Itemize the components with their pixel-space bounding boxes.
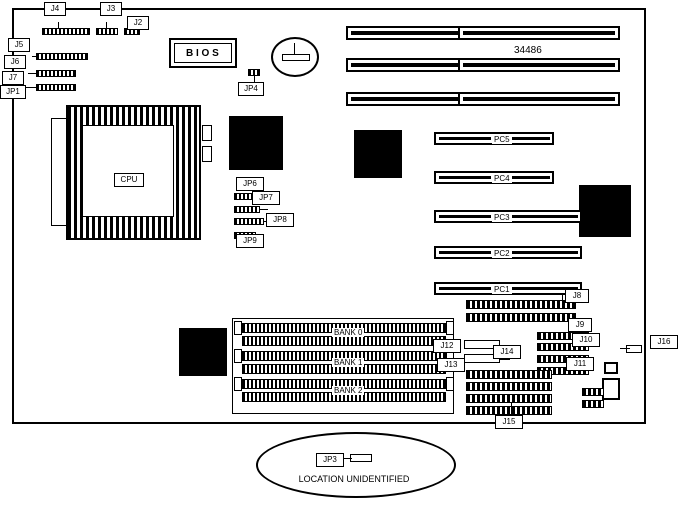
- simm-slot-0b: [242, 336, 446, 346]
- pin-header-jp1: [36, 84, 76, 91]
- simm-tab: [446, 377, 454, 391]
- pin-header-j8-row2: [466, 313, 576, 322]
- memory-slot-top-4: [458, 58, 620, 72]
- legend-caption: LOCATION UNIDENTIFIED: [298, 474, 410, 484]
- callout-jp1[interactable]: JP1: [0, 85, 26, 99]
- callout-j6[interactable]: J6: [4, 55, 26, 69]
- chipset-ic-2: [354, 130, 402, 178]
- callout-j3[interactable]: J3: [100, 2, 122, 16]
- battery-terminal: [282, 54, 310, 61]
- pin-header-right-1: [582, 388, 604, 396]
- leader-line: [28, 73, 38, 74]
- callout-j11[interactable]: J11: [566, 357, 594, 371]
- callout-j5[interactable]: J5: [8, 38, 30, 52]
- simm-tab: [234, 377, 242, 391]
- leader-line: [24, 87, 38, 88]
- callout-jp4[interactable]: JP4: [238, 82, 264, 96]
- callout-jp7[interactable]: JP7: [252, 191, 280, 205]
- battery-lead: [294, 43, 295, 55]
- cpu-label: CPU: [114, 173, 144, 187]
- cpu-side-pad-1: [202, 125, 212, 141]
- expansion-slot-label-pc2: PC2: [494, 249, 510, 258]
- chipset-ic-1: [229, 116, 283, 170]
- expansion-slot-label-pc5: PC5: [494, 135, 510, 144]
- leader-line: [260, 209, 268, 210]
- simm-tab: [234, 321, 242, 335]
- simm-tab: [446, 321, 454, 335]
- legend-ellipse: [256, 432, 456, 498]
- motherboard-outline: [12, 8, 646, 424]
- memory-slot-top-1: [346, 26, 464, 40]
- expansion-slot-label-pc4: PC4: [494, 174, 510, 183]
- chipset-ic-3: [579, 185, 631, 237]
- jumper-jp6: [234, 193, 254, 200]
- cpu-socket-lever: [51, 118, 67, 226]
- cpu-socket-inner: [82, 125, 174, 217]
- callout-j9[interactable]: J9: [568, 318, 592, 332]
- pin-header-j3: [96, 28, 118, 35]
- board-model-label: 34486: [514, 45, 542, 56]
- pin-header-j14-row2: [466, 382, 552, 391]
- callout-j4[interactable]: J4: [44, 2, 66, 16]
- rear-connector-b: [602, 378, 620, 400]
- simm-tab: [234, 349, 242, 363]
- leader-line: [344, 458, 352, 459]
- callout-j12[interactable]: J12: [433, 339, 461, 353]
- connector-j16-port: [626, 345, 642, 353]
- callout-j16[interactable]: J16: [650, 335, 678, 349]
- leader-line: [562, 293, 563, 301]
- leader-line: [500, 359, 510, 360]
- pin-header-jp4: [248, 69, 260, 76]
- pin-header-j8: [466, 300, 576, 309]
- callout-j7[interactable]: J7: [2, 71, 24, 85]
- pin-header-right-2: [582, 400, 604, 408]
- leader-line: [58, 22, 59, 29]
- callout-j8[interactable]: J8: [565, 289, 589, 303]
- expansion-slot-label-pc1: PC1: [494, 285, 510, 294]
- callout-j2[interactable]: J2: [127, 16, 149, 30]
- chipset-ic-4: [179, 328, 227, 376]
- callout-jp9[interactable]: JP9: [236, 234, 264, 248]
- pin-header-j15: [466, 394, 552, 403]
- memory-slot-top-2: [458, 26, 620, 40]
- callout-j10[interactable]: J10: [572, 333, 600, 347]
- leader-line: [509, 370, 519, 371]
- pin-header-j4: [42, 28, 90, 35]
- callout-jp3[interactable]: JP3: [316, 453, 344, 467]
- pin-header-j6: [36, 53, 88, 60]
- leader-line: [620, 348, 630, 349]
- callout-j14[interactable]: J14: [493, 345, 521, 359]
- pin-header-j14: [466, 370, 552, 379]
- callout-jp6[interactable]: JP6: [236, 177, 264, 191]
- callout-j15[interactable]: J15: [495, 415, 523, 429]
- callout-j13[interactable]: J13: [437, 358, 465, 372]
- bios-label: B I O S: [186, 48, 219, 59]
- rear-connector-a: [604, 362, 618, 374]
- expansion-slot-label-pc3: PC3: [494, 213, 510, 222]
- pin-header-j15-row2: [466, 406, 552, 415]
- jumper-jp8: [234, 218, 264, 225]
- leader-line: [32, 56, 38, 57]
- memory-slot-top-3: [346, 58, 464, 72]
- callout-jp8[interactable]: JP8: [266, 213, 294, 227]
- bank-label-0: BANK 0: [334, 328, 363, 337]
- cpu-side-pad-2: [202, 146, 212, 162]
- leader-line: [106, 22, 107, 29]
- memory-slot-top-5: [346, 92, 464, 106]
- bank-label-1: BANK 1: [334, 358, 363, 367]
- bank-label-2: BANK 2: [334, 386, 363, 395]
- memory-slot-top-6: [458, 92, 620, 106]
- jumper-jp7: [234, 206, 260, 213]
- pin-header-j7: [36, 70, 76, 77]
- legend-connector-graphic: [350, 454, 372, 462]
